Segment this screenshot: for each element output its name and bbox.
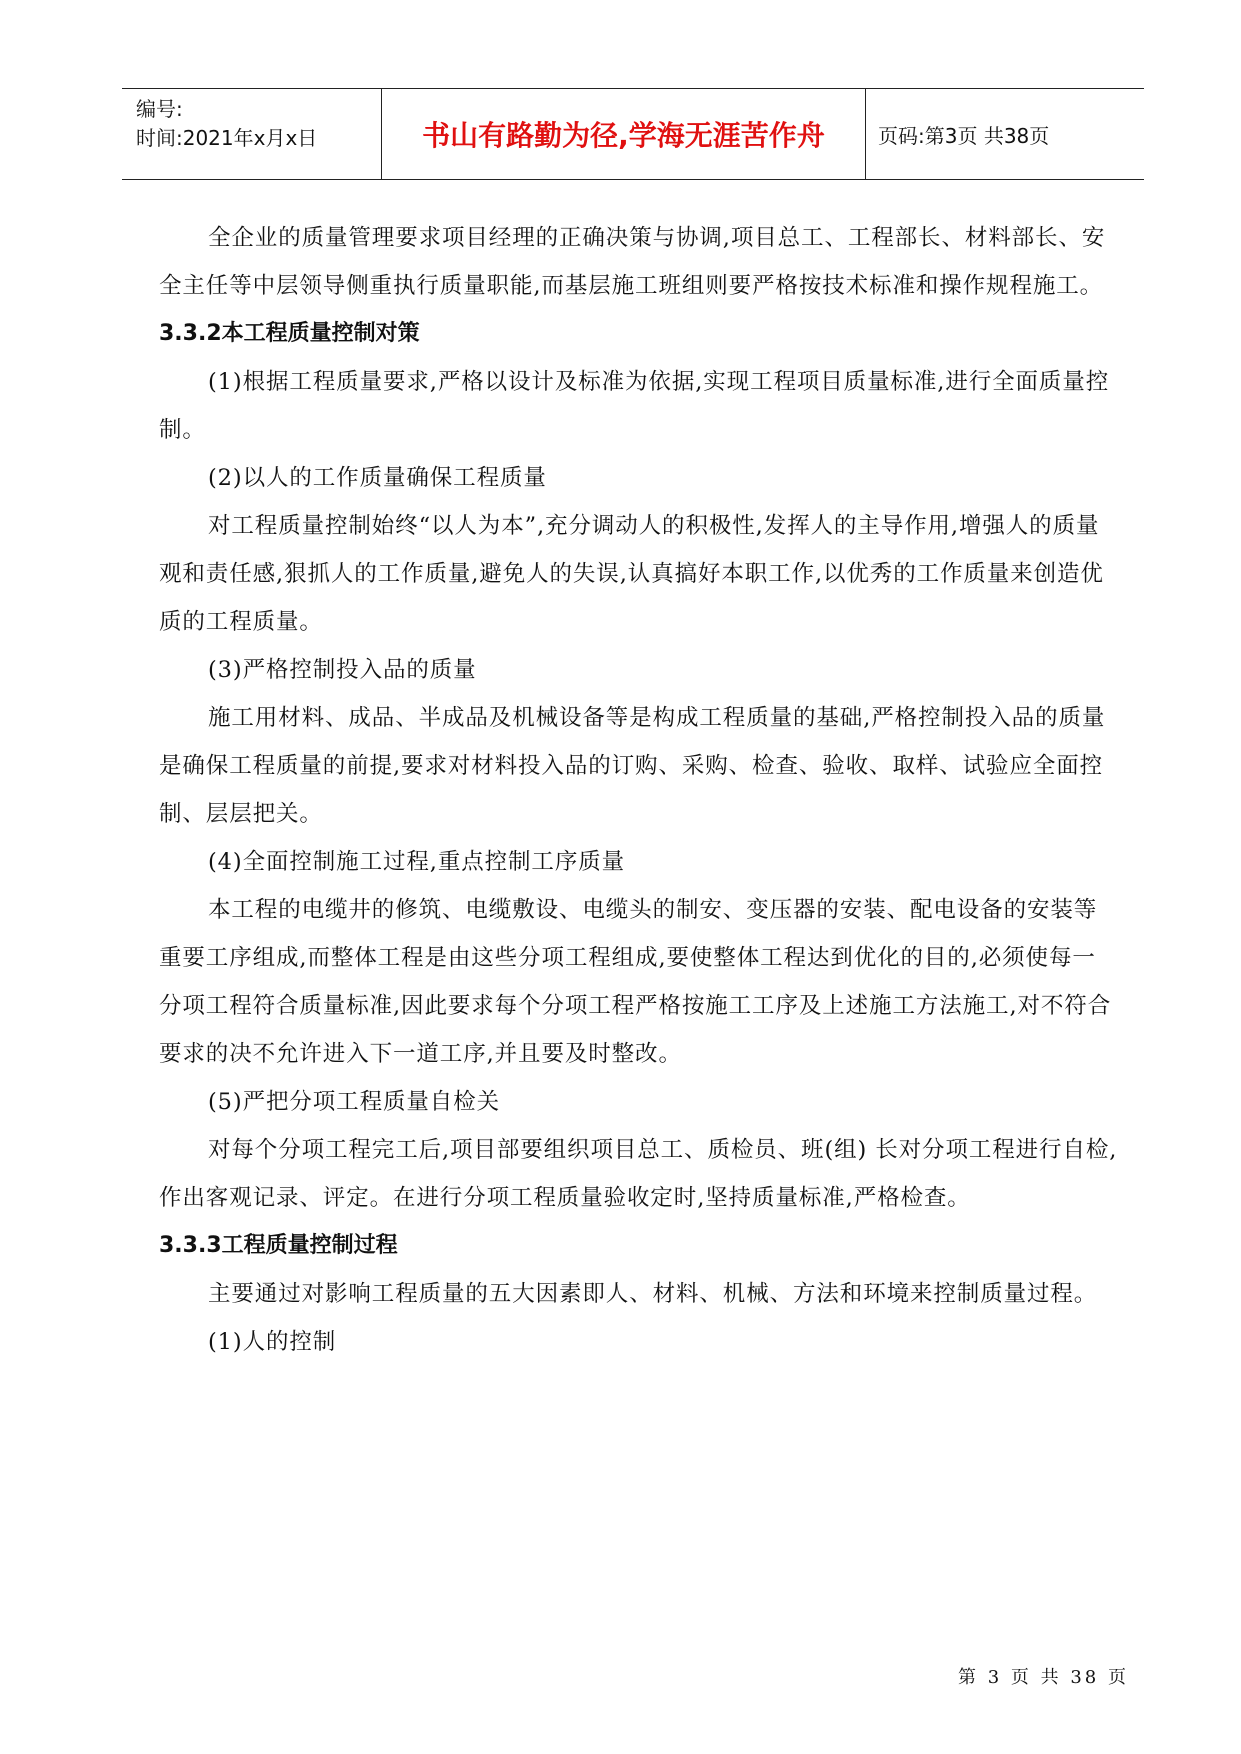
paragraph: (2)以人的工作质量确保工程质量 bbox=[208, 465, 547, 491]
header-right-cell bbox=[866, 89, 1144, 179]
paragraph: (1)根据工程质量要求,严格以设计及标准为依据,实现工程项目质量标准,进行全面质量控制。 bbox=[159, 369, 1110, 443]
section-heading: 3.3.2本工程质量控制对策 bbox=[159, 321, 420, 346]
header-middle-cell bbox=[382, 89, 866, 179]
document-time-label: 时间:2021年x月x日 bbox=[136, 126, 318, 150]
page-footer: 第 3 页 共 38 页 bbox=[958, 1667, 1129, 1688]
paragraph: 全企业的质量管理要求项目经理的正确决策与协调,项目总工、工程部长、材料部长、安全主任等中层领导侧重执行质量职能,而基层施工班组则要严格按技术标准和操作规程施工。 bbox=[159, 225, 1106, 299]
paragraph: (3)严格控制投入品的质量 bbox=[208, 657, 477, 683]
header-motto: 书山有路勤为径,学海无涯苦作舟 bbox=[422, 119, 825, 152]
header-page-info: 页码:第3页 共38页 bbox=[878, 123, 1050, 148]
paragraph: 主要通过对影响工程质量的五大因素即人、材料、机械、方法和环境来控制质量过程。 bbox=[208, 1281, 1098, 1307]
header-left-cell bbox=[122, 89, 382, 179]
paragraph: (5)严把分项工程质量自检关 bbox=[208, 1089, 500, 1115]
paragraph: 对工程质量控制始终“以人为本”,充分调动人的积极性,发挥人的主导作用,增强人的质量观和责任感,狠抓人的工作质量,避免人的失误,认真搞好本职工作,以优秀的工作质量来创造优质的工程质量。 bbox=[159, 513, 1104, 635]
paragraph: 施工用材料、成品、半成品及机械设备等是构成工程质量的基础,严格控制投入品的质量是确保工程质量的前提,要求对材料投入品的订购、采购、检查、验收、取样、试验应全面控制、层层把关。 bbox=[159, 705, 1106, 827]
page-header bbox=[122, 88, 1144, 180]
document-number-label: 编号: bbox=[136, 97, 183, 121]
document-body bbox=[159, 214, 1119, 1366]
paragraph: 对每个分项工程完工后,项目部要组织项目总工、质检员、班(组) 长对分项工程进行自检,作出客观记录、评定。在进行分项工程质量验收定时,坚持质量标准,严格检查。 bbox=[159, 1137, 1118, 1211]
paragraph: (1)人的控制 bbox=[208, 1329, 337, 1355]
paragraph: 本工程的电缆井的修筑、电缆敷设、电缆头的制安、变压器的安装、配电设备的安装等重要工序组成,而整体工程是由这些分项工程组成,要使整体工程达到优化的目的,必须使每一分项工程符合质量标准,因此要求每个分项工程严格按施工工序及上述施工方法施工,对不符合要求的决不允许进入下一道工序,并且要及时整改。 bbox=[159, 897, 1112, 1067]
paragraph: (4)全面控制施工过程,重点控制工序质量 bbox=[208, 849, 626, 875]
section-heading: 3.3.3工程质量控制过程 bbox=[159, 1233, 398, 1258]
